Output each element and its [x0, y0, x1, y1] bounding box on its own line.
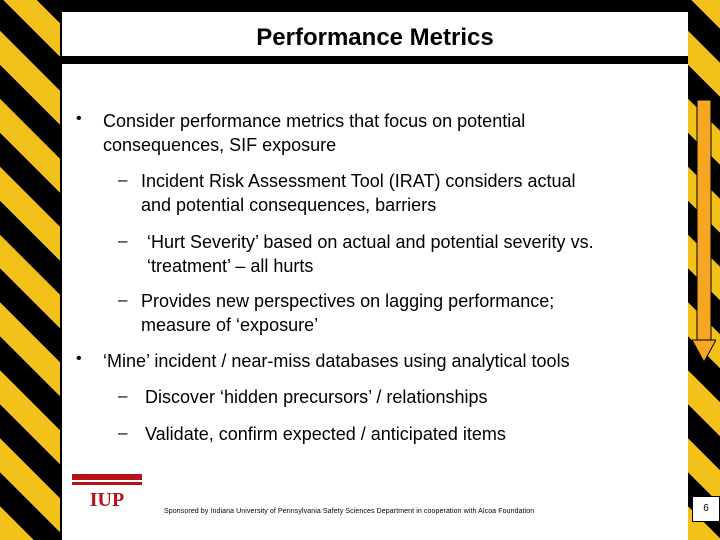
down-arrow-icon: [692, 100, 716, 364]
bullet-marker: •: [76, 110, 82, 127]
sub-bullet-line: Discover ‘hidden precursors’ / relationships: [145, 387, 488, 407]
bullet-line: consequences, SIF exposure: [103, 135, 337, 155]
bullet-text: [103, 349, 570, 373]
sub-bullet-text: [145, 385, 487, 409]
bullet-line: ‘Mine’ incident / near-miss databases using analytical tools: [103, 351, 570, 371]
sub-bullet-marker: –: [118, 231, 128, 250]
hazard-stripes-left: [0, 0, 60, 540]
sub-bullet-line: measure of ‘exposure’: [141, 315, 319, 335]
sub-bullet-line: Validate, confirm expected / anticipated items: [145, 424, 506, 444]
bullet-line: Consider performance metrics that focus on potential: [103, 111, 526, 131]
bullet-text: [103, 109, 525, 157]
sub-bullet-marker: –: [118, 423, 128, 442]
sub-bullet-text: [141, 169, 576, 217]
sub-bullet-text: [145, 422, 506, 446]
sub-bullet-line: Provides new perspectives on lagging performance;: [141, 291, 555, 311]
sub-bullet-line: ‘Hurt Severity’ based on actual and potential severity vs.: [147, 232, 594, 252]
sub-bullet-text: [141, 289, 554, 337]
sub-bullet-line: Incident Risk Assessment Tool (IRAT) considers actual: [141, 171, 576, 191]
page-number: 6: [692, 496, 720, 522]
bullet-marker: •: [76, 350, 82, 367]
sub-bullet-marker: –: [118, 386, 128, 405]
logo-text: IUP: [89, 489, 125, 510]
footer-text: Sponsored by Indiana University of Pennsylvania Safety Sciences Department in cooperation with Alcoa Foundation: [164, 508, 535, 515]
title-underline: [62, 56, 688, 60]
sub-bullet-text: [147, 230, 594, 278]
title-bar: [62, 12, 688, 60]
iup-logo: [70, 468, 144, 510]
sub-bullet-marker: –: [118, 170, 128, 189]
slide-title: Performance Metrics: [256, 24, 494, 51]
sub-bullet-line: ‘treatment’ – all hurts: [147, 256, 314, 276]
sub-bullet-line: and potential consequences, barriers: [141, 195, 437, 215]
sub-bullet-marker: –: [118, 290, 128, 309]
